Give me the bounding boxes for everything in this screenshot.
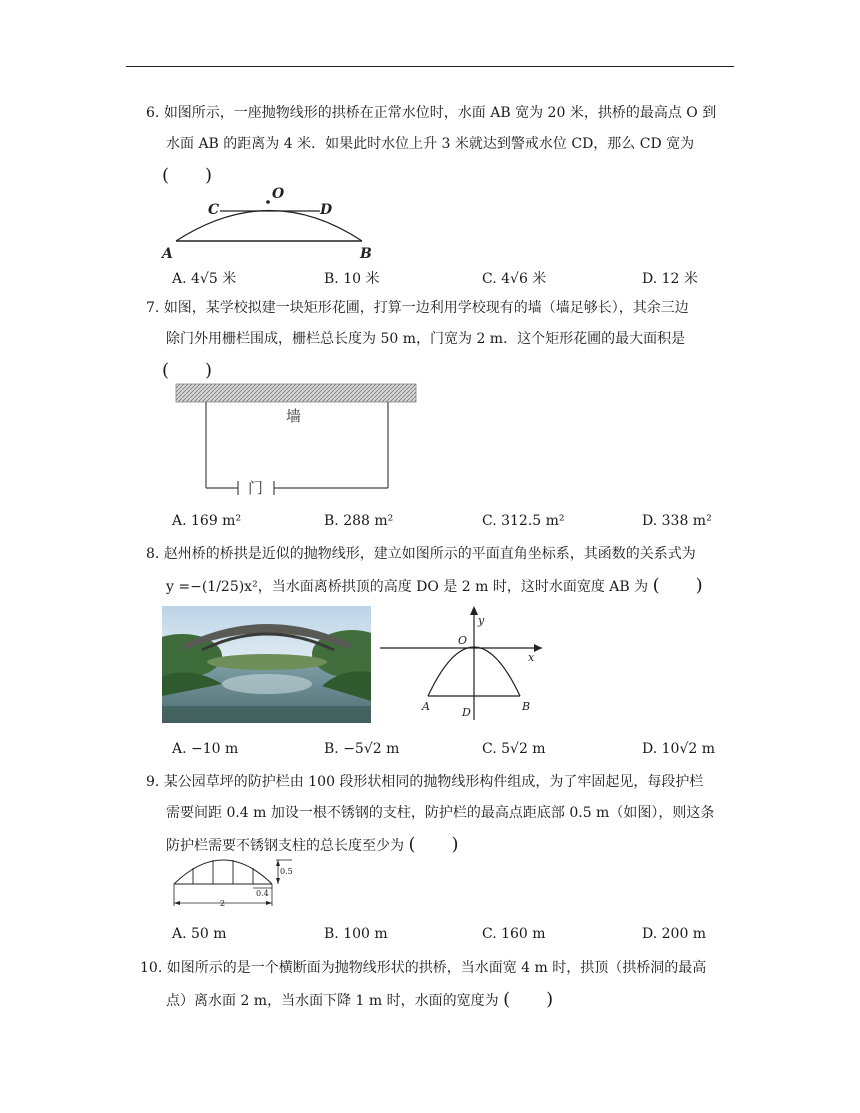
q6-options xyxy=(172,268,732,290)
question-7 xyxy=(146,293,740,386)
q6-line1: 6. 如图所示，一座抛物线形的拱桥在正常水位时，水面 AB 宽为 20 米，拱桥的最高点 O 到 xyxy=(146,105,717,121)
q10-line1: 10. 如图所示的是一个横断面为抛物线形状的拱桥，当水面宽 4 m 时，拱顶（拱桥洞的最高 xyxy=(140,960,707,976)
question-6 xyxy=(146,98,740,191)
q9-height-label: 0.5 xyxy=(280,867,293,876)
q8-line2: y =−(1/25)x²，当水面离桥拱顶的高度 DO 是 2 m 时，这时水面宽度 AB 为 ( ) xyxy=(166,575,703,596)
q7-line1: 7. 如图，某学校拟建一块矩形花圃，打算一边利用学校现有的墙（墙足够长），其余三边 xyxy=(146,300,689,316)
q8-label-x: x xyxy=(528,651,535,664)
q7-option-d[interactable]: D. 338 m² xyxy=(642,513,712,529)
q6-option-b[interactable]: B. 10 米 xyxy=(324,271,380,287)
q7-option-b[interactable]: B. 288 m² xyxy=(324,513,394,529)
q6-paren: ( ) xyxy=(162,165,213,186)
q9-fence-figure xyxy=(168,848,308,912)
q8-options xyxy=(172,741,732,763)
q8-label-b: B xyxy=(522,700,531,713)
q6-bridge-figure xyxy=(160,182,380,262)
header-rule xyxy=(126,66,734,67)
q6-option-a[interactable]: A. 4√5 米 xyxy=(172,271,237,287)
q7-garden-figure xyxy=(174,382,434,500)
q10-line2: 点）离水面 2 m，当水面下降 1 m 时，水面的宽度为 ( ) xyxy=(166,989,554,1010)
q9-line2: 需要间距 0.4 m 加设一根不锈钢的支柱，防护栏的最高点距底部 0.5 m（如图），则这条 xyxy=(166,805,715,821)
q6-label-b: B xyxy=(360,246,372,262)
q8-bridge-photo xyxy=(162,606,371,723)
q8-option-d[interactable]: D. 10√2 m xyxy=(642,741,715,757)
q9-line1: 9. 某公园草坪的防护栏由 100 段形状相同的抛物线形构件组成，为了牢固起见，每段护栏 xyxy=(146,774,704,790)
q7-option-a[interactable]: A. 169 m² xyxy=(172,513,242,529)
q7-line2: 除门外用栅栏围成，栅栏总长度为 50 m，门宽为 2 m．这个矩形花圃的最大面积是 xyxy=(166,331,686,347)
q8-label-y: y xyxy=(478,614,485,627)
q8-coordinate-figure xyxy=(378,604,548,724)
q9-option-c[interactable]: C. 160 m xyxy=(482,926,546,942)
q7-options xyxy=(172,513,732,535)
q9-gap-label: 0.4 xyxy=(256,889,269,898)
q6-label-c: C xyxy=(208,202,220,218)
q9-options xyxy=(172,926,732,948)
q8-label-a: A xyxy=(422,700,430,713)
q7-door-label: 门 xyxy=(248,479,264,497)
q9-option-a[interactable]: A. 50 m xyxy=(172,926,227,942)
question-10 xyxy=(140,953,740,1017)
question-8 xyxy=(146,539,740,603)
q6-label-a: A xyxy=(162,246,173,262)
q8-option-b[interactable]: B. −5√2 m xyxy=(324,741,400,757)
q8-label-o: O xyxy=(458,634,468,647)
q9-option-b[interactable]: B. 100 m xyxy=(324,926,388,942)
q6-option-d[interactable]: D. 12 米 xyxy=(642,271,698,287)
q8-line1: 8. 赵州桥的桥拱是近似的抛物线形，建立如图所示的平面直角坐标系，其函数的关系式为 xyxy=(146,546,696,562)
q6-option-c[interactable]: C. 4√6 米 xyxy=(482,271,547,287)
q9-option-d[interactable]: D. 200 m xyxy=(642,926,707,942)
q6-label-o: O xyxy=(272,186,285,202)
q6-line2: 水面 AB 的距离为 4 米．如果此时水位上升 3 米就达到警戒水位 CD，那么 CD 宽为 xyxy=(166,136,695,152)
q8-option-a[interactable]: A. −10 m xyxy=(172,741,239,757)
q8-label-d: D xyxy=(462,706,471,719)
q7-wall-label: 墙 xyxy=(286,407,302,425)
q9-width-label: 2 xyxy=(220,899,226,908)
q9-line3: 防护栏需要不锈钢支柱的总长度至少为 ( ) xyxy=(166,834,459,855)
q7-option-c[interactable]: C. 312.5 m² xyxy=(482,513,565,529)
q6-label-d: D xyxy=(320,202,333,218)
q7-paren: ( ) xyxy=(162,360,213,381)
q8-option-c[interactable]: C. 5√2 m xyxy=(482,741,546,757)
